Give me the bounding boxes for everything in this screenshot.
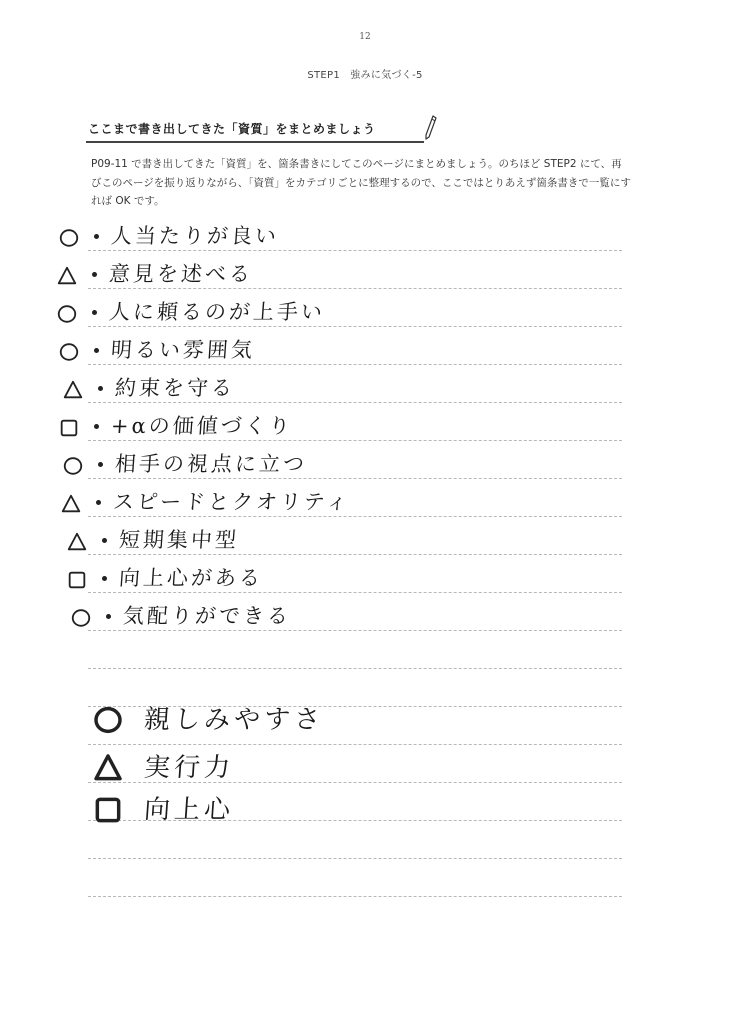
- heading-underline: [86, 141, 424, 143]
- running-header: STEP1 強みに気づく-5: [307, 70, 423, 81]
- strength-entry: [70, 593, 291, 629]
- entry-text: 明るい雰囲気: [110, 338, 256, 362]
- bullet-dot: [94, 234, 99, 239]
- page-number: 12: [359, 32, 371, 42]
- entry-text: 意見を述べる: [108, 262, 254, 286]
- summary-entry: [92, 794, 234, 826]
- bullet-dot: [106, 614, 111, 619]
- dashed-rule-line: [88, 630, 622, 631]
- section-heading: ここまで書き出してきた「資質」をまとめましょう: [88, 122, 376, 136]
- pencil-icon: [424, 114, 438, 146]
- triangle-mark-icon: [66, 531, 88, 553]
- bullet-dot: [94, 424, 99, 429]
- dashed-rule-line: [88, 858, 622, 859]
- bullet-dot: [92, 310, 97, 315]
- entry-text: 約束を守る: [114, 376, 236, 400]
- circle-mark-icon: [92, 704, 124, 736]
- dashed-rule-line: [88, 744, 622, 745]
- summary-text: 向上心: [142, 795, 236, 825]
- summary-text: 親しみやすさ: [142, 705, 326, 735]
- triangle-mark-icon: [56, 265, 78, 287]
- bullet-dot: [94, 348, 99, 353]
- triangle-mark-icon: [60, 493, 82, 515]
- circle-mark-icon: [62, 455, 84, 477]
- entry-text: 向上心がある: [118, 566, 264, 590]
- entry-text: スピードとクオリティ: [112, 490, 351, 514]
- circle-mark-icon: [56, 303, 78, 325]
- summary-entry: [92, 704, 324, 736]
- entry-text: 気配りができる: [122, 604, 292, 628]
- instructions-text: P09-11 で書き出してきた「資質」を、箇条書きにしてこのページにまとめましょう。のちほど STEP2 にて、再びこのページを振り返りながら、「資質」をカテゴリごとに整理するので、ここではとりあえず箇条書きで一覧にすれば OK です。: [91, 158, 631, 207]
- bullet-dot: [98, 462, 103, 467]
- bullet-dot: [102, 576, 107, 581]
- entry-text: 人に頼るのが上手い: [108, 300, 326, 324]
- dashed-rule-line: [88, 668, 622, 669]
- entry-text: 短期集中型: [118, 528, 240, 552]
- square-mark-icon: [92, 794, 124, 826]
- bullet-dot: [92, 272, 97, 277]
- dashed-rule-line: [88, 896, 622, 897]
- bullet-dot: [102, 538, 107, 543]
- circle-mark-icon: [58, 341, 80, 363]
- strength-entry: [62, 441, 307, 477]
- circle-mark-icon: [58, 227, 80, 249]
- circle-mark-icon: [70, 607, 92, 629]
- strength-entry: [58, 213, 279, 249]
- strength-entry: [58, 327, 255, 363]
- square-mark-icon: [58, 417, 80, 439]
- summary-entry: [92, 752, 234, 784]
- summary-text: 実行力: [142, 753, 236, 783]
- strength-entry: [56, 289, 325, 325]
- entry-text: 相手の視点に立つ: [114, 452, 308, 476]
- square-mark-icon: [66, 569, 88, 591]
- strength-entry: [66, 517, 239, 553]
- strength-entry: [66, 555, 263, 591]
- strength-entry: [60, 479, 350, 515]
- triangle-mark-icon: [62, 379, 84, 401]
- triangle-mark-icon: [92, 752, 124, 784]
- strength-entry: [58, 403, 293, 439]
- entry-text: +αの価値づくり: [110, 414, 294, 438]
- strength-entry: [62, 365, 235, 401]
- strength-entry: [56, 251, 253, 287]
- entry-text: 人当たりが良い: [110, 224, 280, 248]
- bullet-dot: [96, 500, 101, 505]
- bullet-dot: [98, 386, 103, 391]
